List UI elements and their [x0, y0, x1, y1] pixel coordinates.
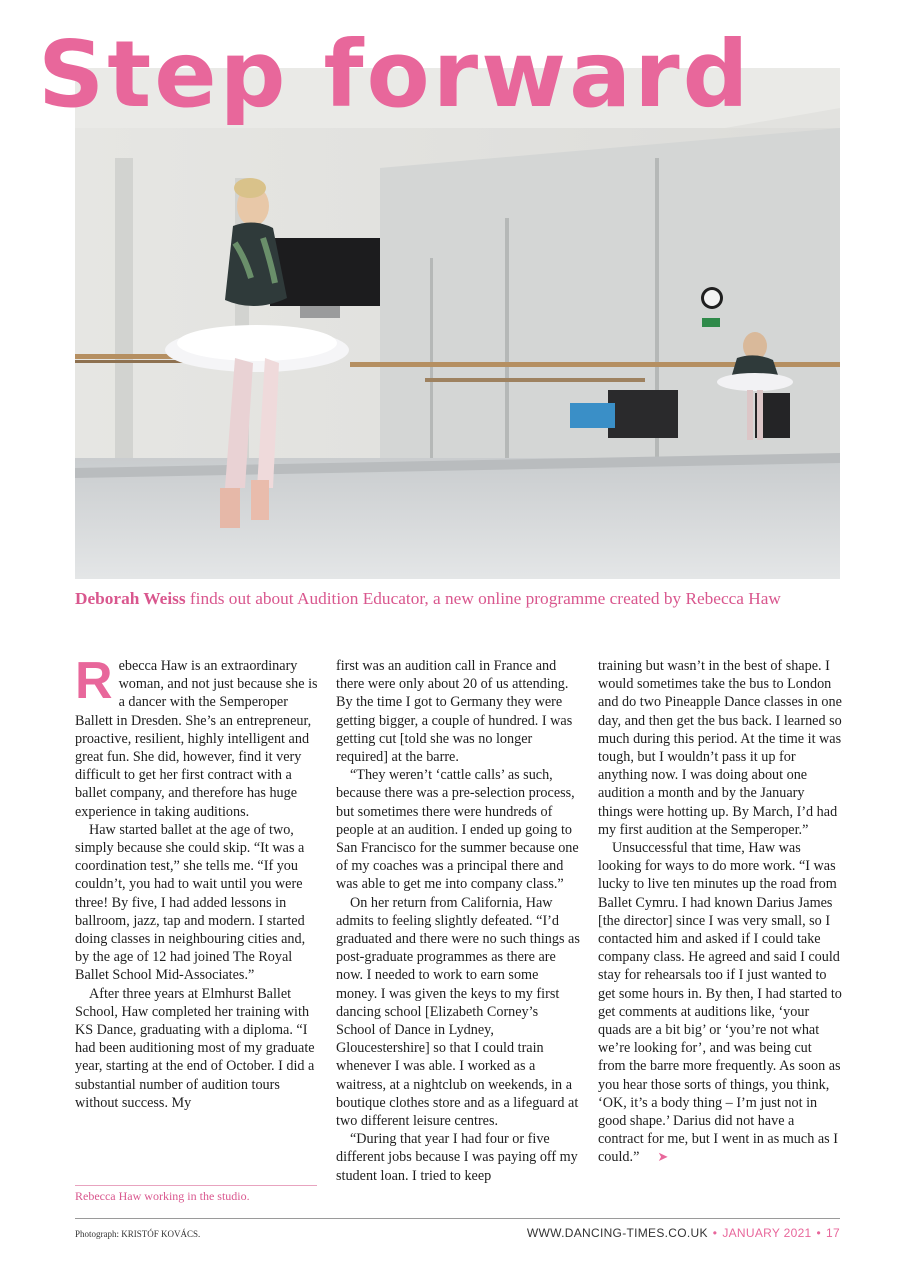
drop-cap: R	[75, 652, 113, 710]
standfirst-text: finds out about Audition Educator, a new online programme created by Rebecca Haw	[185, 589, 781, 608]
author-name: Deborah Weiss	[75, 589, 186, 608]
paragraph: “During that year I had four or five different jobs because I was paying off my student loan. I tried to keep	[336, 1131, 578, 1184]
paragraph: Rebecca Haw is an extraordinary woman, and not just because she is a dancer with the Semperoper Ballett in Dresden. She’s an entrepreneur, proactive, resilient, highly intelligent and great fun. She did, however, find it very difficult to get her first contract with a ballet company, and therefore has huge experience in taking auditions.	[75, 652, 318, 820]
paragraph: training but wasn’t in the best of shape. I would sometimes take the bus to London and do two Pineapple Dance classes in one day, and then get the bus back. I learned so much during this period. At the time it was tough, but I wouldn’t pass it up for anything now. I was doing about one audition a month and by the January things were hotting up. By March, I’d had my first audition at the Semperoper.”	[598, 658, 842, 838]
separator: •	[816, 1226, 822, 1240]
paragraph: On her return from California, Haw admits to feeling slightly defeated. “I’d graduated and there were no such things as post-graduate programmes as there are now. I needed to work to earn some money. I was given the keys to my first dancing school [Elizabeth Corney’s School of Dance in Lydney, Gloucestershire] so that I could train whenever I was able. I worked as a waitress, at a nightclub on weekends, in a boutique clothes store and as a lifeguard at two different leisure centres.	[336, 894, 580, 1130]
paragraph: Haw started ballet at the age of two, simply because she could skip. “It was a coordination test,” she tells me. “If you couldn’t, you had to wait until you were three! By five, I had added lessons in ballroom, jazz, tap and modern. I started doing classes in neighbouring cities and, by the age of 12 had joined The Royal Ballet School Mid-Associates.”	[75, 821, 306, 984]
website-link[interactable]: WWW.DANCING-TIMES.CO.UK	[526, 1226, 708, 1240]
paragraph: “They weren’t ‘cattle calls’ as such, because there was a pre-selection process, but sometimes there were hundreds of people at an audition. I ended up going to San Francisco for the summer because one of my coaches was a principal there and was able to get me into company class.”	[336, 767, 579, 893]
page-number: 17	[826, 1226, 840, 1240]
page-footer	[527, 1226, 840, 1240]
paragraph: first was an audition call in France and there were only about 20 of us attending. By the time I got to Germany they were getting bigger, a couple of hundred. I was getting cut [told she was no longer required] at the barre.	[336, 658, 573, 766]
caption-divider	[75, 1185, 317, 1186]
paragraph: After three years at Elmhurst Ballet School, Haw completed her training with KS Dance, graduating with a diploma. “I had been auditioning most of my graduate year, starting at the end of October. I did a substantial number of audition tours without success. My	[75, 985, 315, 1111]
continue-arrow-icon: ➤	[657, 1150, 669, 1166]
standfirst	[75, 588, 855, 610]
photo-caption: Rebecca Haw working in the studio.	[75, 1189, 250, 1203]
paragraph: Unsuccessful that time, Haw was looking for ways to do more work. “I was lucky to live ten minutes up the road from Ballet Cymru. I had known Darius James [the director] since I was very small, so I contacted him and asked if I could take company class. He agreed and said I could stay for rehearsals too if I just wanted to get some hours in. By then, I had started to get comments at auditions like, ‘your quads are a bit big’ or ‘you’re not what we’re looking for’, and was being cut from the barre more frequently. As soon as you hear those sorts of things, you think, ‘OK, it’s a body thing – I’m just not in good shape.’ Darius did not have a contract for me, but I went in as much as I could.” ➤	[598, 840, 842, 1166]
separator: •	[712, 1226, 718, 1240]
footer-divider	[75, 1218, 840, 1219]
studio-photo	[75, 68, 840, 579]
photo-credit: Photograph: KRISTÓF KOVÁCS.	[75, 1229, 201, 1239]
issue-date: JANUARY 2021	[722, 1226, 812, 1240]
article-column-3	[598, 657, 842, 1168]
article-column-1	[75, 652, 319, 1112]
page-headline: Step forward	[38, 21, 752, 128]
article-column-2	[336, 657, 580, 1185]
